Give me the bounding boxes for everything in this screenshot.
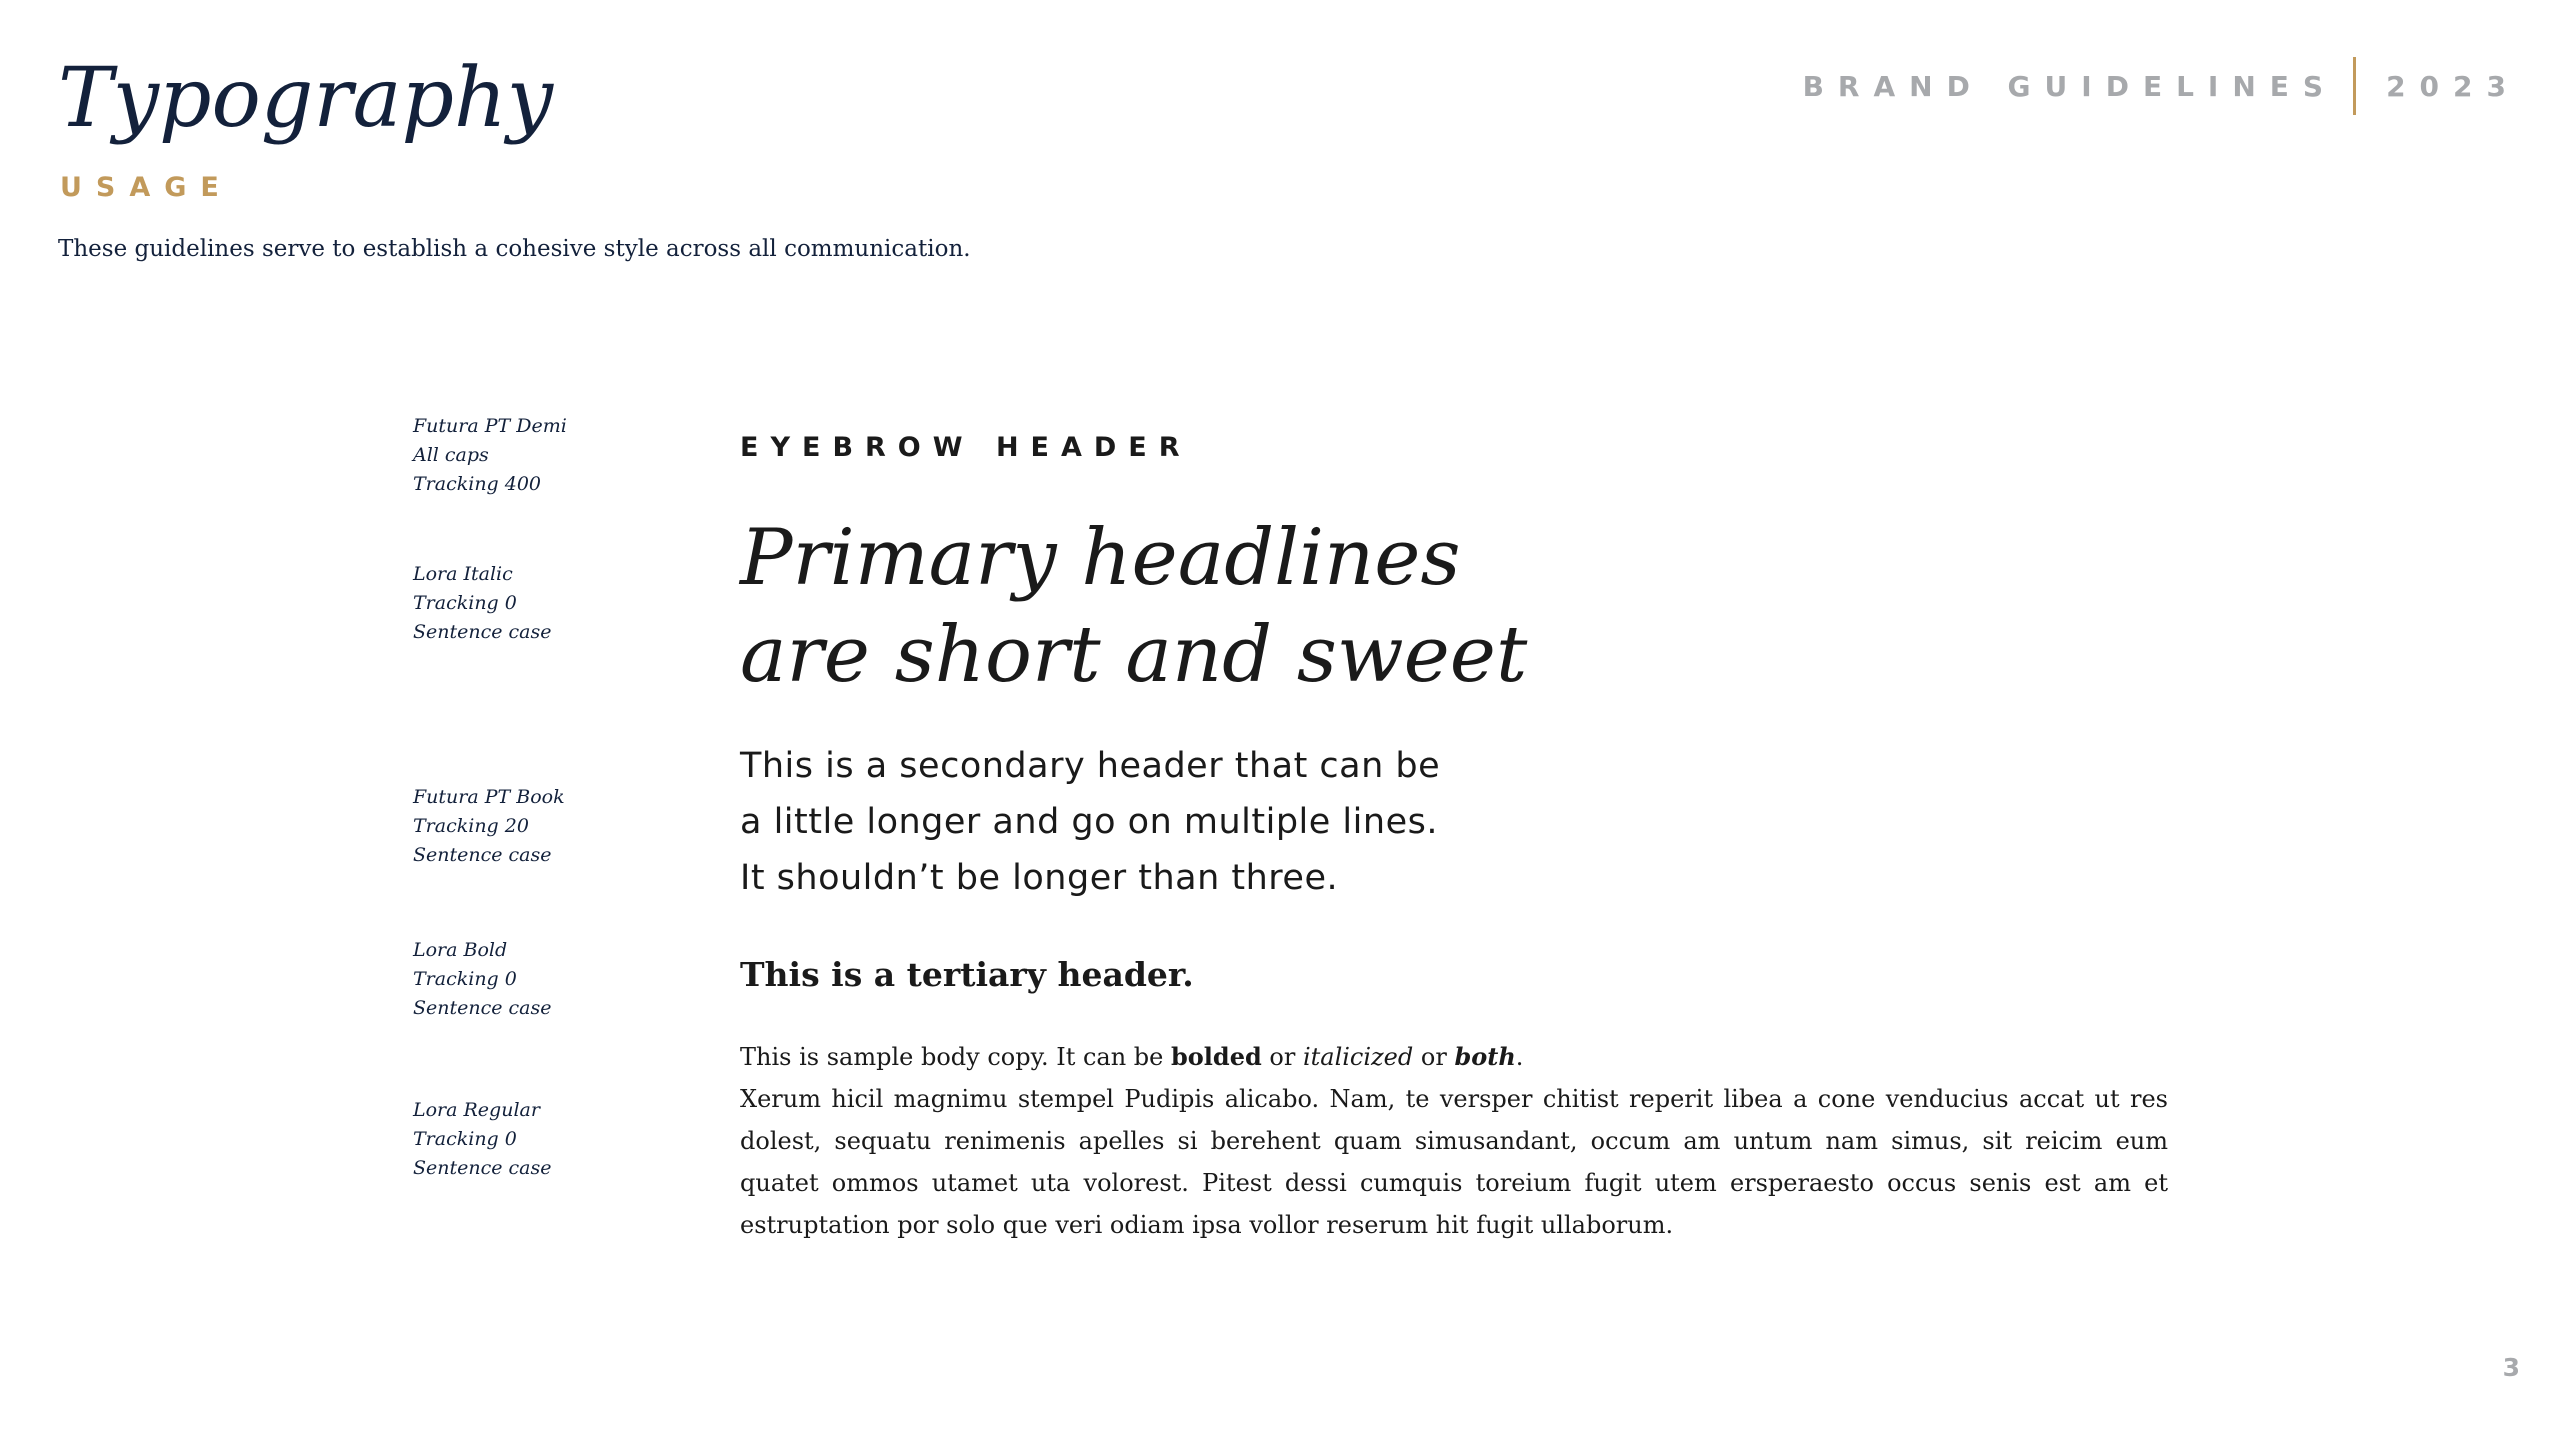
page-intro: These guidelines serve to establish a cohesive style across all communication. bbox=[58, 236, 971, 262]
bold-example: bolded bbox=[1171, 1042, 1262, 1071]
section-kicker: USAGE bbox=[60, 172, 233, 203]
page-number: 3 bbox=[2502, 1353, 2520, 1382]
spec-line: Futura PT Demi bbox=[413, 415, 567, 437]
spec-line: Lora Italic bbox=[413, 563, 513, 585]
spec-eyebrow bbox=[413, 412, 567, 499]
spec-line: Tracking 20 bbox=[413, 815, 529, 837]
tertiary-header-sample: This is a tertiary header. bbox=[740, 955, 1194, 994]
spec-line: Futura PT Book bbox=[413, 786, 565, 808]
spec-line: Sentence case bbox=[413, 1157, 552, 1179]
secondary-line: This is a secondary header that can be bbox=[740, 746, 1441, 786]
spec-line: Tracking 0 bbox=[413, 1128, 517, 1150]
spec-line: Sentence case bbox=[413, 844, 552, 866]
spec-line: Lora Regular bbox=[413, 1099, 540, 1121]
spec-line: Sentence case bbox=[413, 621, 552, 643]
body-intro-or: or bbox=[1413, 1043, 1455, 1071]
spec-line: Tracking 0 bbox=[413, 592, 517, 614]
brand-divider bbox=[2353, 57, 2356, 115]
bold-italic-example: both bbox=[1454, 1042, 1516, 1071]
brand-label: BRAND GUIDELINES bbox=[1802, 69, 2338, 103]
spec-secondary bbox=[413, 783, 565, 870]
spec-body bbox=[413, 1096, 552, 1183]
spec-line: Tracking 400 bbox=[413, 473, 542, 495]
spec-tertiary bbox=[413, 936, 552, 1023]
secondary-header-sample bbox=[740, 738, 1440, 906]
headline-line: Primary headlines bbox=[740, 513, 1461, 603]
spec-line: All caps bbox=[413, 444, 489, 466]
body-intro-suffix: . bbox=[1515, 1043, 1524, 1071]
body-intro-or: or bbox=[1261, 1043, 1303, 1071]
secondary-line: It shouldn’t be longer than three. bbox=[740, 858, 1339, 898]
italic-example: italicized bbox=[1302, 1043, 1414, 1071]
spec-line: Sentence case bbox=[413, 997, 552, 1019]
spec-line: Lora Bold bbox=[413, 939, 508, 961]
secondary-line: a little longer and go on multiple lines. bbox=[740, 802, 1438, 842]
brand-header bbox=[1803, 56, 2520, 116]
spec-headline bbox=[413, 560, 552, 647]
page-title: Typography bbox=[58, 51, 554, 146]
spec-line: Tracking 0 bbox=[413, 968, 517, 990]
brand-year: 2023 bbox=[2386, 69, 2520, 103]
body-copy-sample bbox=[740, 1036, 2168, 1246]
body-intro bbox=[740, 1036, 2168, 1078]
body-paragraph: Xerum hicil magnimu stempel Pudipis alicabo. Nam, te versper chitist reperit libea a cone venducius accat ut res dolest, sequatu renimenis apelles si berehent quam simusandant, occum am untum nam simus, sit reicim eum quatet ommos utamet uta volorest. Pitest dessi cumquis toreium fugit utem ersperaesto occus senis est am et estruptation por solo que veri odiam ipsa vollor reserum hit fugit ullaborum. bbox=[740, 1085, 2168, 1239]
primary-headline-sample bbox=[740, 510, 1527, 704]
headline-line: are short and sweet bbox=[740, 610, 1528, 700]
body-intro-prefix: This is sample body copy. It can be bbox=[740, 1043, 1171, 1071]
eyebrow-header-sample: EYEBROW HEADER bbox=[740, 432, 1192, 463]
